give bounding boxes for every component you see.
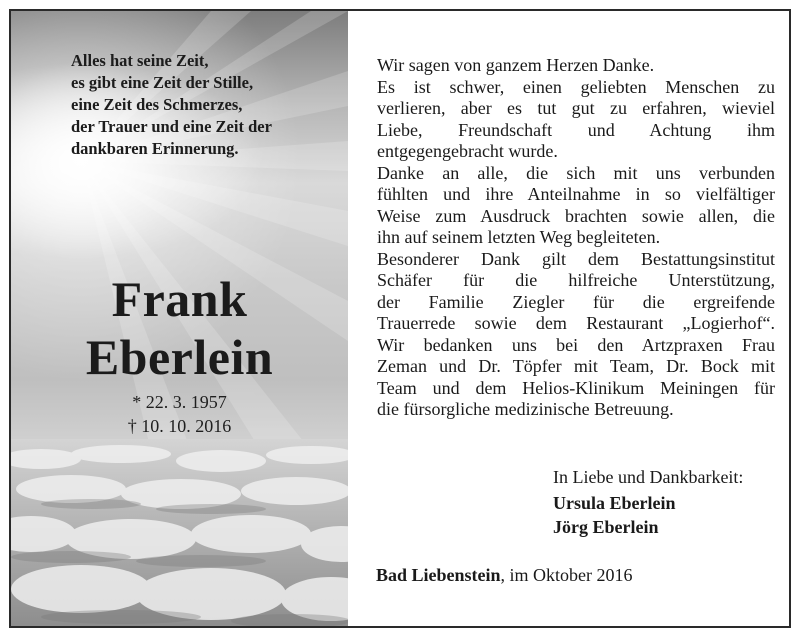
quote-line: der Trauer und eine Zeit der [71,117,272,136]
death-date: † 10. 10. 2016 [127,416,232,436]
thanks-text [377,55,775,421]
text-line: die fürsorgliche medizinische Betreuung. [377,399,674,419]
signature-intro: In Liebe und Dankbarkeit: [553,467,744,487]
quote-block [71,50,321,160]
text-line: Zeman und Dr. Töpfer mit Team, Dr. Bock mit [377,356,775,376]
quote-line: Alles hat seine Zeit, [71,51,209,70]
signature-name: Jörg Eberlein [553,517,659,537]
text-line: verlieren, aber es tut gut zu erfahren, wieviel [377,98,775,118]
text-line: Team und dem Helios-Klinikum Meiningen für [377,377,775,398]
text-line: Liebe, Freundschaft und Achtung ihm [377,119,775,140]
quote-line: es gibt eine Zeit der Stille, [71,73,254,92]
deceased-first-name: Frank [111,271,248,327]
text-line: Trauerrede sowie dem Restaurant „Logierhof“. [377,313,775,333]
text-line: Danke an alle, die sich mit uns verbunden [377,162,775,183]
text-line: fühlten und ihre Anteilnahme in so vielfältiger [377,184,775,204]
obituary-frame [9,9,791,628]
deceased-last-name: Eberlein [85,329,274,385]
quote-line: dankbaren Erinnerung. [71,139,239,158]
place-date-line [376,564,633,586]
sky-image-panel [11,11,348,626]
text-line: ihn auf seinem letzten Weg begleiteten. [377,227,661,247]
place-city: Bad Liebenstein [376,565,501,585]
thanks-paragraph-3 [377,163,775,249]
thanks-paragraph-4 [377,249,775,421]
thanks-paragraph-2 [377,77,775,163]
text-line: Besonderer Dank gilt dem Bestattungsinstitut [377,248,775,269]
thanks-paragraph-1: Wir sagen von ganzem Herzen Danke. [377,55,655,75]
text-line: Es ist schwer, einen geliebten Menschen zu [377,76,775,97]
place-date: , im Oktober 2016 [500,565,633,585]
quote-line: eine Zeit des Schmerzes, [71,95,243,114]
text-line: der Familie Ziegler für die ergreifende [377,291,775,312]
text-line: Weise zum Ausdruck brachten sowie allen, die [377,205,775,226]
cloud-sea-image [11,439,348,626]
signature-name: Ursula Eberlein [553,493,676,513]
text-line: Wir bedanken uns bei den Artzpraxen Frau [377,334,775,355]
text-line: entgegengebracht wurde. [377,141,558,161]
birth-date: * 22. 3. 1957 [132,392,227,412]
text-line: Schäfer für die hilfreiche Unterstützung, [377,270,775,290]
